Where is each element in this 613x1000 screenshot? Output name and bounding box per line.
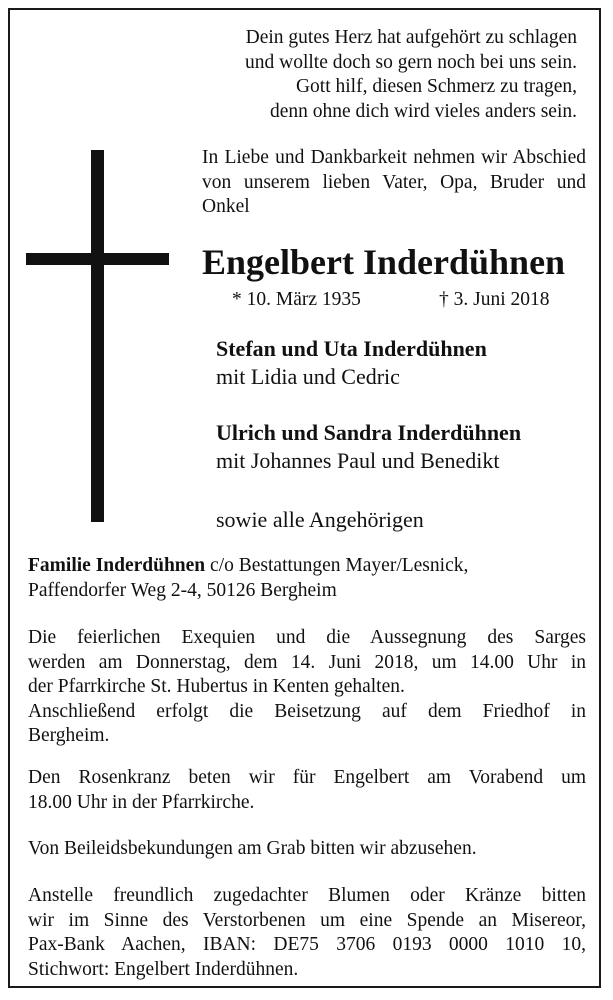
condolences-line: Von Beileidsbekundungen am Grab bitten wir abzusehen. <box>28 838 477 859</box>
deceased-name: Engelbert Inderdühnen <box>202 242 566 282</box>
service-line: Die feierlichen Exequien und die Aussegnung des Sarges <box>28 627 586 648</box>
contact-street: Paffendorfer Weg 2-4, 50126 Bergheim <box>28 579 337 601</box>
condolences-note <box>28 837 586 862</box>
other-relatives: sowie alle Angehörigen <box>216 507 424 532</box>
verse-line: Dein gutes Herz hat aufgehört zu schlagen <box>245 27 577 48</box>
family-name: Stefan und Uta Inderdühnen <box>216 336 487 361</box>
service-line: Anschließend erfolgt die Beisetzung auf dem Friedhof in <box>28 700 586 722</box>
obituary-notice <box>8 8 601 988</box>
family-children: mit Johannes Paul und Benedikt <box>216 448 500 473</box>
donation-line: wir im Sinne des Verstorbenen um eine Spende an Misereor, <box>28 909 586 931</box>
death-date: † 3. Juni 2018 <box>439 289 550 310</box>
contact-line <box>28 554 586 579</box>
family-name: Ulrich und Sandra Inderdühnen <box>216 420 522 445</box>
service-line: Bergheim. <box>28 725 110 746</box>
verse-line: und wollte doch so gern noch bei uns sein. <box>245 51 577 73</box>
rosary-line: Den Rosenkranz beten wir für Engelbert am Vorabend um <box>28 767 586 788</box>
contact-address <box>28 554 586 603</box>
family-entry <box>216 335 487 391</box>
family-children: mit Lidia und Cedric <box>216 364 400 389</box>
contact-family: Familie Inderdühnen <box>28 555 206 576</box>
intro-text: In Liebe und Dankbarkeit nehmen wir Abschied von unserem lieben Vater, Opa, Bruder und Onkel <box>202 147 586 217</box>
verse-line: denn ohne dich wird vieles anders sein. <box>269 100 577 122</box>
cross-icon-bar <box>26 253 169 265</box>
service-line: der Pfarrkirche St. Hubertus in Kenten gehalten. <box>28 676 405 697</box>
cross-icon <box>91 150 104 522</box>
donation-line: Pax-Bank Aachen, IBAN: DE75 3706 0193 0000 1010 10, <box>28 934 586 955</box>
verse-line: Gott hilf, diesen Schmerz zu tragen, <box>295 76 577 97</box>
donation-line: Anstelle freundlich zugedachter Blumen oder Kränze bitten <box>28 885 586 906</box>
donation-request <box>28 884 586 982</box>
contact-care-of: c/o Bestattungen Mayer/Lesnick, <box>205 555 469 576</box>
service-details <box>28 626 586 749</box>
family-entry <box>216 419 521 475</box>
rosary-line: 18.00 Uhr in der Pfarrkirche. <box>28 791 255 813</box>
birth-date: * 10. März 1935 <box>232 289 361 310</box>
memorial-verse <box>245 26 577 124</box>
rosary-details <box>28 766 586 815</box>
service-line: werden am Donnerstag, dem 14. Juni 2018, um 14.00 Uhr in <box>28 651 586 673</box>
donation-line: Stichwort: Engelbert Inderdühnen. <box>28 958 299 980</box>
